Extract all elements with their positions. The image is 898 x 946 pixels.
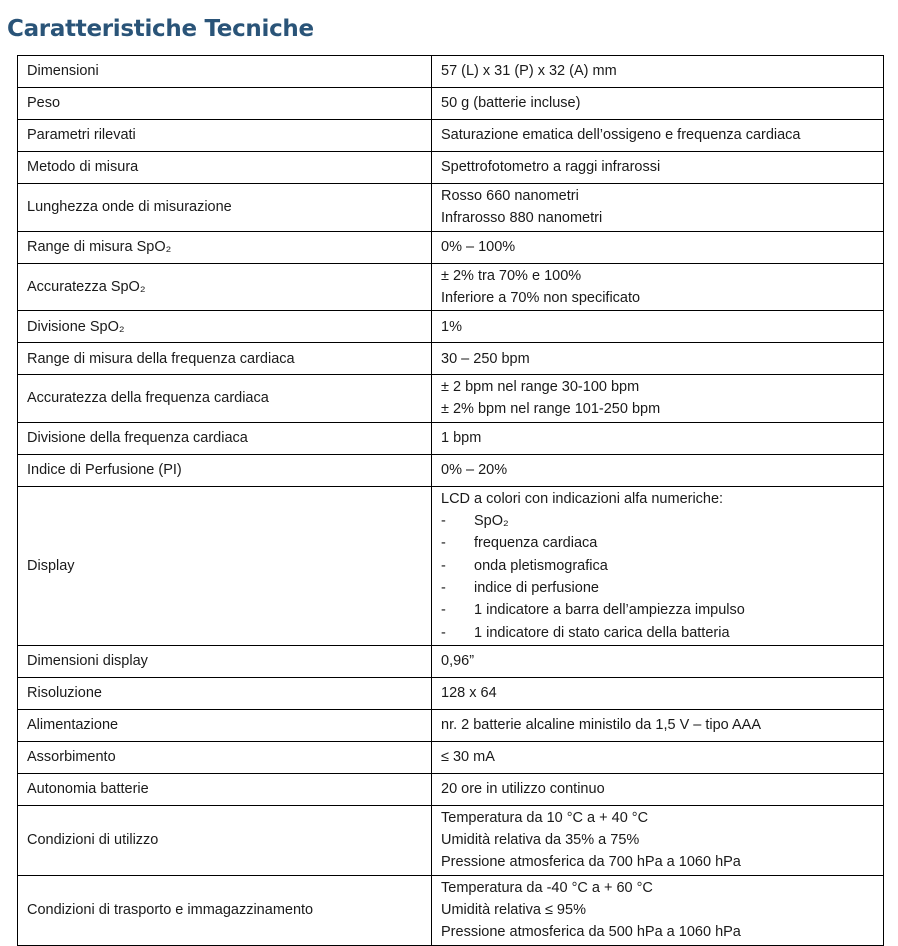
spec-value-line: 20 ore in utilizzo continuo <box>441 781 605 798</box>
spec-label: Condizioni di utilizzo <box>18 805 432 875</box>
bullet-dash: - <box>441 624 446 641</box>
table-row <box>18 709 884 741</box>
spec-value-line: 0,96” <box>441 653 475 670</box>
spec-value <box>432 311 884 343</box>
spec-label: Accuratezza SpO₂ <box>18 263 432 311</box>
specs-table <box>17 55 884 946</box>
table-row <box>18 184 884 232</box>
spec-label: Lunghezza onde di misurazione <box>18 184 432 232</box>
spec-value-line: Umidità relativa ≤ 95% <box>441 902 586 919</box>
spec-label: Dimensioni <box>18 56 432 88</box>
table-row <box>18 422 884 454</box>
spec-label: Risoluzione <box>18 677 432 709</box>
table-row <box>18 454 884 486</box>
bullet-dash: - <box>441 535 446 552</box>
spec-list-item-text: indice di perfusione <box>474 579 599 596</box>
table-row <box>18 375 884 423</box>
table-row <box>18 486 884 645</box>
spec-value-line: 30 – 250 bpm <box>441 350 530 367</box>
table-row <box>18 88 884 120</box>
spec-list-item <box>441 555 874 577</box>
spec-label: Display <box>18 486 432 645</box>
bullet-dash: - <box>441 579 446 596</box>
spec-value-line: Temperatura da 10 °C a + 40 °C <box>441 809 649 826</box>
spec-label: Range di misura SpO₂ <box>18 231 432 263</box>
bullet-dash: - <box>441 602 446 619</box>
spec-label: Assorbimento <box>18 741 432 773</box>
spec-value-line: Umidità relativa da 35% a 75% <box>441 832 640 849</box>
spec-value-line: 57 (L) x 31 (P) x 32 (A) mm <box>441 63 617 80</box>
spec-label: Autonomia batterie <box>18 773 432 805</box>
spec-label: Divisione della frequenza cardiaca <box>18 422 432 454</box>
spec-list-item-text: onda pletismografica <box>474 557 608 574</box>
spec-label: Accuratezza della frequenza cardiaca <box>18 375 432 423</box>
spec-list-item <box>441 532 874 554</box>
specs-table-body <box>18 56 884 946</box>
bullet-dash: - <box>441 513 446 530</box>
table-row <box>18 875 884 945</box>
table-row <box>18 645 884 677</box>
spec-value <box>432 152 884 184</box>
table-row <box>18 152 884 184</box>
spec-value-line: Temperatura da -40 °C a + 60 °C <box>441 879 653 896</box>
spec-value-line: 128 x 64 <box>441 685 497 702</box>
spec-value-line: 50 g (batterie incluse) <box>441 95 581 112</box>
spec-value <box>432 741 884 773</box>
spec-value <box>432 343 884 375</box>
spec-label: Condizioni di trasporto e immagazzinamento <box>18 875 432 945</box>
bullet-dash: - <box>441 557 446 574</box>
spec-list-item <box>441 510 874 532</box>
spec-label: Indice di Perfusione (PI) <box>18 454 432 486</box>
spec-value <box>432 486 884 645</box>
spec-list-item-text: 1 indicatore di stato carica della batteria <box>474 624 730 641</box>
table-row <box>18 741 884 773</box>
spec-value <box>432 773 884 805</box>
spec-label: Dimensioni display <box>18 645 432 677</box>
spec-value <box>432 805 884 875</box>
table-row <box>18 311 884 343</box>
spec-value-line: ± 2% bpm nel range 101-250 bpm <box>441 401 661 418</box>
spec-list-item <box>441 622 874 644</box>
spec-value <box>432 375 884 423</box>
spec-value-line: Inferiore a 70% non specificato <box>441 289 641 306</box>
spec-label: Range di misura della frequenza cardiaca <box>18 343 432 375</box>
spec-value <box>432 454 884 486</box>
table-row <box>18 343 884 375</box>
spec-list-item <box>441 577 874 599</box>
spec-label: Parametri rilevati <box>18 120 432 152</box>
spec-value <box>432 88 884 120</box>
page-title: Caratteristiche Tecniche <box>7 16 314 42</box>
spec-label: Metodo di misura <box>18 152 432 184</box>
spec-value <box>432 231 884 263</box>
spec-value-line: ± 2 bpm nel range 30-100 bpm <box>441 379 640 396</box>
spec-value <box>432 645 884 677</box>
table-row <box>18 805 884 875</box>
table-row <box>18 773 884 805</box>
spec-value-line: 1 bpm <box>441 430 482 447</box>
spec-value <box>432 422 884 454</box>
table-row <box>18 677 884 709</box>
spec-value-line: Rosso 660 nanometri <box>441 188 579 204</box>
spec-value-line: 1% <box>441 318 462 335</box>
spec-value-line: ± 2% tra 70% e 100% <box>441 267 582 284</box>
spec-value-line: nr. 2 batterie alcaline ministilo da 1,5 V – tipo AAA <box>441 717 761 734</box>
spec-value-line: Saturazione ematica dell’ossigeno e frequenza cardiaca <box>441 127 801 144</box>
spec-value <box>432 184 884 232</box>
spec-value-line: 0% – 20% <box>441 462 508 479</box>
spec-list-item-text: 1 indicatore a barra dell’ampiezza impulso <box>474 602 745 619</box>
spec-value <box>432 120 884 152</box>
spec-value-line: ≤ 30 mA <box>441 749 495 766</box>
table-row <box>18 263 884 311</box>
spec-value <box>432 263 884 311</box>
spec-value <box>432 875 884 945</box>
spec-value-line: Pressione atmosferica da 500 hPa a 1060 hPa <box>441 924 741 941</box>
table-row <box>18 231 884 263</box>
spec-value-line: Spettrofotometro a raggi infrarossi <box>441 159 661 176</box>
spec-value-line: Pressione atmosferica da 700 hPa a 1060 hPa <box>441 854 741 871</box>
spec-label: Peso <box>18 88 432 120</box>
spec-value-line: 0% – 100% <box>441 238 516 255</box>
spec-value-line: Infrarosso 880 nanometri <box>441 210 603 227</box>
spec-list-item <box>441 599 874 621</box>
spec-value-intro: LCD a colori con indicazioni alfa numeriche: <box>441 490 724 507</box>
spec-list-item-text: frequenza cardiaca <box>474 535 598 552</box>
spec-label: Alimentazione <box>18 709 432 741</box>
spec-value <box>432 709 884 741</box>
table-row <box>18 120 884 152</box>
spec-label: Divisione SpO₂ <box>18 311 432 343</box>
table-row <box>18 56 884 88</box>
spec-value <box>432 56 884 88</box>
spec-value <box>432 677 884 709</box>
spec-list-item-text: SpO₂ <box>474 513 509 530</box>
